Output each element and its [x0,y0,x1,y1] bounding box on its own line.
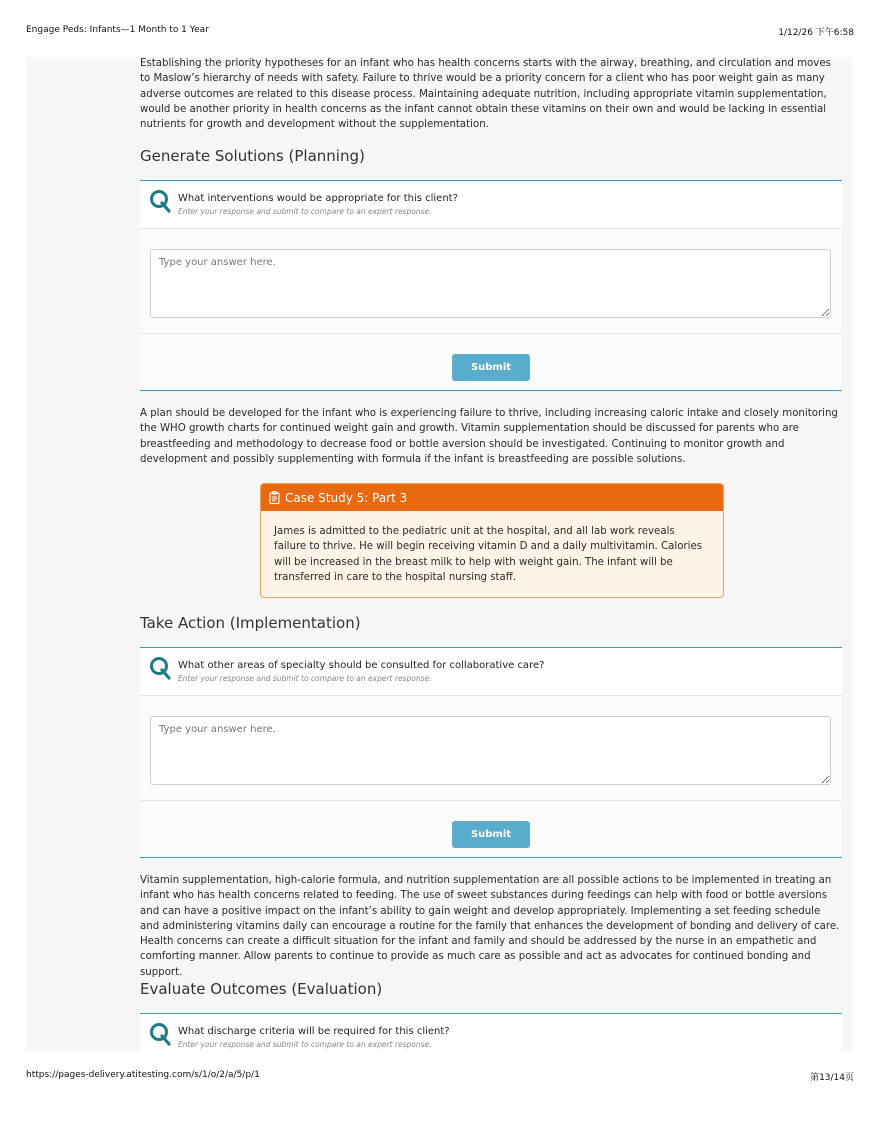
question-header [140,181,842,229]
heading-planning: Generate Solutions (Planning) [140,147,365,165]
question-text: What other areas of specialty should be consulted for collaborative care? [178,660,545,671]
answer-area [140,696,842,801]
implementation-paragraph: Vitamin supplementation, high-calorie formula, and nutrition supplementation are all possible actions to be implemented in treating an infant who has health concerns related to feeding. The use of sweet substances during feedings can help with food or bottle aversions and can have a positive impact on the infant’s ability to gain weight and develop appropriately. Implementing a set feeding schedule and administering vitamins daily can encourage a routine for the family that enhances the development of bonding and delivery of care. Health concerns can create a difficult situation for the infant and family and should be addressed by the nurse in an empathetic and comforting manner. Allow parents to continue to provide as much care as possible and act as advocates for continued bonding and support. [140,875,840,978]
question-block-planning [140,180,842,391]
print-footer-page: 第13/14页 [810,1073,854,1083]
question-q-icon [149,188,171,214]
heading-evaluation: Evaluate Outcomes (Evaluation) [140,980,383,998]
question-header [140,1014,842,1051]
answer-area [140,229,842,334]
submit-button-planning[interactable]: Submit [452,354,530,381]
print-footer-url: https://pages-delivery.atitesting.com/s/1/o/2/a/5/p/1 [26,1070,260,1080]
question-instruction: Enter your response and submit to compare to an expert response. [178,207,432,216]
planning-paragraph: A plan should be developed for the infant who is experiencing failure to thrive, including increasing caloric intake and closely monitoring the WHO growth charts for continued weight gain and growth. Vitamin supplementation should be discussed for parents who are breastfeeding and methodology to decrease food or bottle aversion should be investigated. Continuing to monitor growth and development and possibly supplementing with formula if the infant is breastfeeding are possible solutions. [140,408,838,465]
clipboard-icon [269,491,280,504]
answer-input-implementation[interactable] [150,716,831,785]
question-text: What interventions would be appropriate for this client? [178,193,458,204]
page-content-panel [26,57,852,1051]
intro-paragraph: Establishing the priority hypotheses for an infant who has health concerns starts with the airway, breathing, and circulation and moves to Maslow’s hierarchy of needs with safety. Failure to thrive would be a priority concern for a client who has poor weight gain as many adverse outcomes are related to this disease process. Maintaining adequate nutrition, including appropriate vitamin supplementation, would be another priority in health concerns as the infant cannot obtain these vitamins on their own and would be lacking in essential nutrients for growth and development without the supplementation. [140,58,831,131]
heading-implementation: Take Action (Implementation) [140,614,361,632]
question-header [140,648,842,696]
question-block-evaluation [140,1013,842,1051]
submit-row [140,334,842,390]
submit-button-implementation[interactable]: Submit [452,821,530,848]
question-block-implementation [140,647,842,858]
print-header [26,25,854,38]
case-study-body: James is admitted to the pediatric unit at the hospital, and all lab work reveals failure to thrive. He will begin receiving vitamin D and a daily multivitamin. Calories will be increased in the breast milk to help with weight gain. The infant will be transferred in care to the hospital nursing staff. [274,526,703,583]
question-q-icon [149,655,171,681]
case-study-card [260,483,724,598]
question-instruction: Enter your response and submit to compare to an expert response. [178,1040,432,1049]
print-header-datetime: 1/12/26 下午6:58 [778,28,854,38]
question-instruction: Enter your response and submit to compare to an expert response. [178,674,432,683]
answer-input-planning[interactable] [150,249,831,318]
print-header-title: Engage Peds: Infants—1 Month to 1 Year [26,25,209,35]
question-q-icon [149,1021,171,1047]
submit-row [140,801,842,857]
case-study-title: Case Study 5: Part 3 [285,490,408,505]
print-footer [26,1070,854,1083]
case-study-header [261,484,723,511]
question-text: What discharge criteria will be required for this client? [178,1026,450,1037]
